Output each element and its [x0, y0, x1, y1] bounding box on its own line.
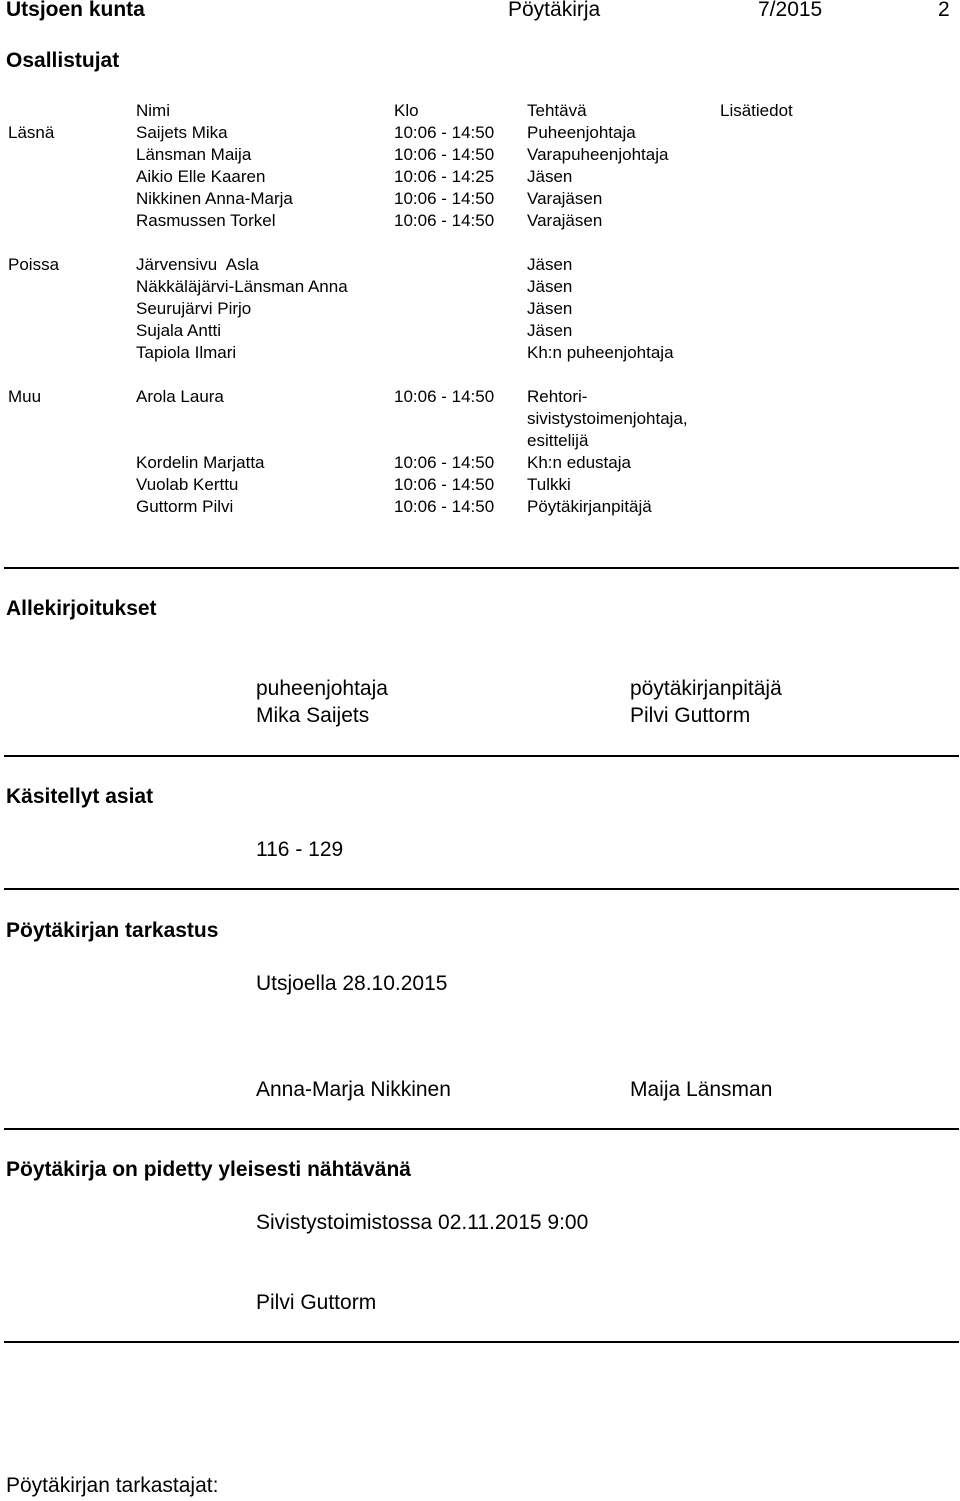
participant-time: 10:06 - 14:50	[394, 123, 495, 142]
section-divider	[4, 888, 959, 890]
items-title: Käsitellyt asiat	[6, 785, 154, 808]
reviewer-2: Maija Länsman	[630, 1078, 773, 1101]
participant-time: 10:06 - 14:50	[394, 475, 495, 494]
participant-role: Jäsen	[527, 255, 573, 274]
items-range: 116 - 129	[256, 838, 344, 861]
participant-time: 10:06 - 14:50	[394, 145, 495, 164]
review-place-date: Utsjoella 28.10.2015	[256, 972, 448, 995]
org-name: Utsjoen kunta	[6, 0, 145, 21]
participant-time: 10:06 - 14:50	[394, 387, 495, 406]
participant-name: Seurujärvi Pirjo	[136, 299, 252, 318]
participant-role: Varajäsen	[527, 211, 603, 230]
participant-role: Jäsen	[527, 277, 573, 296]
participant-name: Tapiola Ilmari	[136, 343, 237, 362]
participants-title: Osallistujat	[6, 49, 120, 72]
participant-time: 10:06 - 14:50	[394, 497, 495, 516]
participant-role: Rehtori-	[527, 387, 588, 406]
participant-name: Järvensivu Asla	[136, 255, 259, 274]
participant-name: Rasmussen Torkel	[136, 211, 276, 230]
reviewers-label: Pöytäkirjan tarkastajat:	[6, 1474, 219, 1497]
participant-name: Arola Laura	[136, 387, 224, 406]
section-divider	[4, 755, 959, 757]
doc-number: 7/2015	[758, 0, 823, 21]
participant-role: Jäsen	[527, 321, 573, 340]
participant-role: Jäsen	[527, 299, 573, 318]
participant-name: Saijets Mika	[136, 123, 228, 142]
participant-time: 10:06 - 14:50	[394, 189, 495, 208]
participant-role: sivistystoimenjohtaja,	[527, 409, 688, 428]
participant-name: Vuolab Kerttu	[136, 475, 239, 494]
participant-name: Nikkinen Anna-Marja	[136, 189, 293, 208]
secretary-name: Pilvi Guttorm	[630, 704, 751, 727]
participant-role: Varajäsen	[527, 189, 603, 208]
col-name-header: Nimi	[136, 101, 170, 120]
group-label-present: Läsnä	[8, 123, 55, 142]
section-divider	[4, 1128, 959, 1130]
secretary-role: pöytäkirjanpitäjä	[630, 677, 782, 700]
group-label-absent: Poissa	[8, 255, 60, 274]
col-info-header: Lisätiedot	[720, 101, 793, 120]
participant-time: 10:06 - 14:50	[394, 453, 495, 472]
participant-role: Varapuheenjohtaja	[527, 145, 669, 164]
participant-name: Sujala Antti	[136, 321, 222, 340]
public-title: Pöytäkirja on pidetty yleisesti nähtävänä	[6, 1158, 411, 1181]
public-person: Pilvi Guttorm	[256, 1291, 377, 1314]
participant-name: Aikio Elle Kaaren	[136, 167, 266, 186]
review-title: Pöytäkirjan tarkastus	[6, 919, 219, 942]
doc-type: Pöytäkirja	[508, 0, 601, 21]
participant-name: Näkkäläjärvi-Länsman Anna	[136, 277, 348, 296]
participant-role: Kh:n puheenjohtaja	[527, 343, 674, 362]
chair-name: Mika Saijets	[256, 704, 370, 727]
col-role-header: Tehtävä	[527, 101, 587, 120]
participant-time: 10:06 - 14:50	[394, 211, 495, 230]
participant-time: 10:06 - 14:25	[394, 167, 495, 186]
participant-role: esittelijä	[527, 431, 589, 450]
participant-role: Pöytäkirjanpitäjä	[527, 497, 652, 516]
participant-name: Länsman Maija	[136, 145, 252, 164]
participant-role: Tulkki	[527, 475, 571, 494]
participant-role: Puheenjohtaja	[527, 123, 636, 142]
participant-name: Kordelin Marjatta	[136, 453, 265, 472]
col-time-header: Klo	[394, 101, 419, 120]
group-label-other: Muu	[8, 387, 42, 406]
section-divider	[4, 567, 959, 569]
reviewer-1: Anna-Marja Nikkinen	[256, 1078, 451, 1101]
chair-role: puheenjohtaja	[256, 677, 388, 700]
participant-name: Guttorm Pilvi	[136, 497, 234, 516]
section-divider	[4, 1341, 959, 1343]
public-place-date: Sivistystoimistossa 02.11.2015 9:00	[256, 1211, 589, 1234]
participant-role: Kh:n edustaja	[527, 453, 631, 472]
page-number: 2	[938, 0, 950, 21]
signatures-title: Allekirjoitukset	[6, 597, 157, 620]
participant-role: Jäsen	[527, 167, 573, 186]
